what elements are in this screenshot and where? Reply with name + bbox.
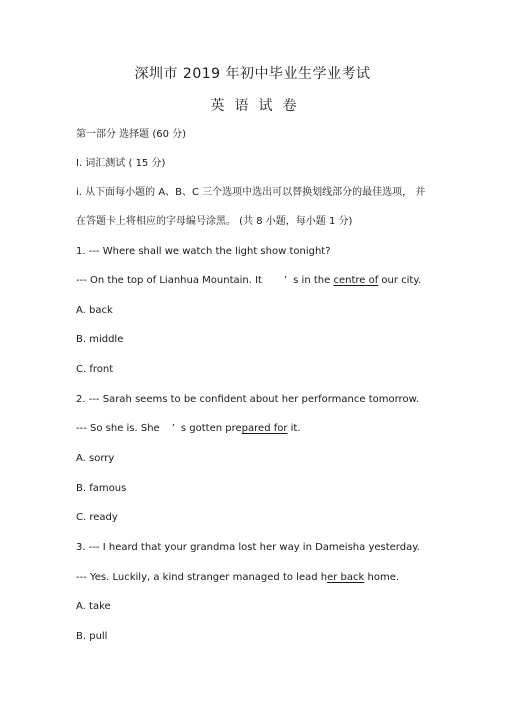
question-2-option-a: A. sorry [76,453,115,464]
question-3-stem: 3. --- I heard that your grandma lost her way in Dameisha yesterday. [76,542,420,553]
question-2-stem: 2. --- Sarah seems to be confident about her performance tomorrow. [76,394,420,405]
question-2-option-b: B. famous [76,483,127,494]
question-2-reply-mid: s gotten pre [180,423,242,434]
question-2-reply-end: it. [287,423,301,434]
question-3-reply [76,572,399,584]
vocabulary-heading: I. 词汇测试 ( 15 分) [76,158,166,169]
question-3-reply-end: home. [364,572,400,583]
question-1-stem: 1. --- Where shall we watch the light show tonight? [76,246,331,257]
question-1-reply-end: our city. [378,275,422,286]
instruction-line-1: i. 从下面每小题的 A、B、C 三个选项中选出可以替换划线部分的最佳选项， 并 [76,187,426,198]
question-1-reply-start: --- On the top of Lianhua Mountain. It [76,275,262,286]
question-1-option-c: C. front [76,364,114,375]
question-2-apostrophe: ’ [171,423,175,434]
question-1-option-b: B. middle [76,334,124,345]
question-1-reply [76,275,421,287]
question-1-apostrophe: ’ [283,275,288,286]
question-3-option-a: A. take [76,601,111,612]
question-2-reply-start: --- So she is. She [76,423,160,434]
question-1-reply-mid: s in the [293,275,334,286]
question-1-underlined-phrase: centre of [333,275,379,286]
instruction-line-2: 在答题卡上将相应的字母编号涂黑。 (共 8 小题，每小题 1 分) [76,216,353,227]
exam-title: 深圳市 2019 年初中毕业生学业考试 [134,66,371,82]
question-3-option-b: B. pull [76,631,108,642]
question-1-option-a: A. back [76,305,113,316]
question-3-reply-start: --- Yes. Luckily, a kind stranger managed to lead h [76,572,328,583]
exam-subtitle: 英语试卷 [210,98,307,114]
section-part-heading: 第一部分 选择题 (60 分) [76,129,187,140]
question-3-underlined-phrase: er back [327,572,365,583]
question-2-option-c: C. ready [76,512,118,523]
question-2-underlined-phrase: pared for [241,423,288,434]
question-2-reply [76,423,301,435]
